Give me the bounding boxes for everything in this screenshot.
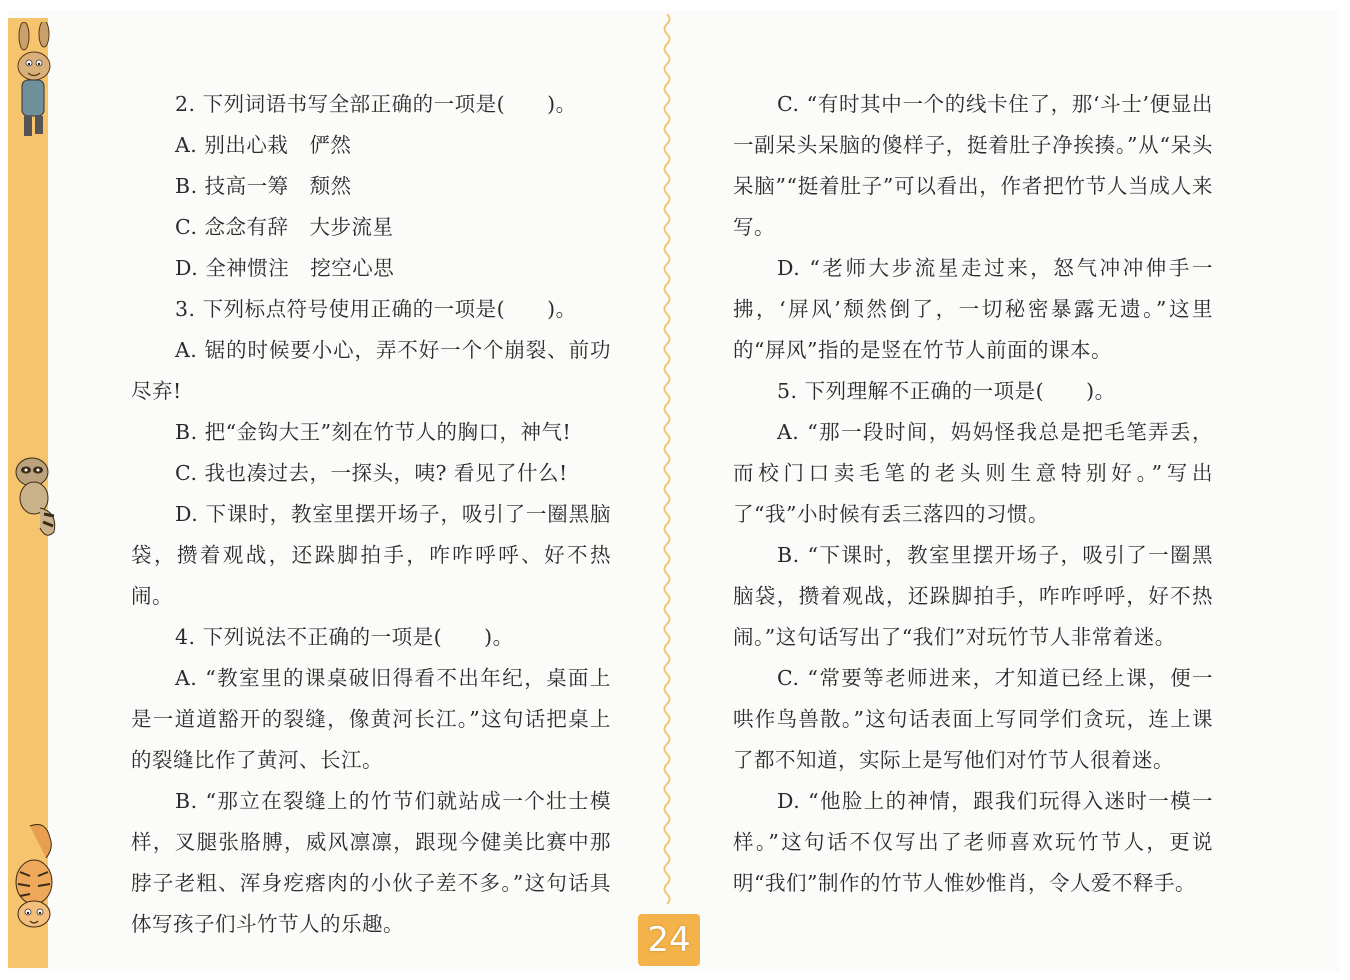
page-fold-divider — [660, 14, 674, 904]
tiger-mascot-icon — [10, 818, 62, 938]
question-4-option-b: B. “那立在裂缝上的竹节们就站成一个壮士模样，叉腿张胳膊，威风凛凛，跟现今健美比赛中那脖子老粗、浑身疙瘩肉的小伙子差不多。”这句话具体写孩子们斗竹节人的乐趣。 — [131, 789, 611, 936]
right-page-text — [733, 84, 1213, 904]
question-2-option-a: A. 别出心栽 俨然 — [175, 133, 352, 157]
question-4: 4. 下列说法不正确的一项是( )。 — [175, 625, 514, 649]
question-2: 2. 下列词语书写全部正确的一项是( )。 — [175, 92, 577, 116]
question-4-option-c: C. “有时其中一个的线卡住了，那‘斗士’便显出一副呆头呆脑的傻样子，挺着肚子净挨揍。”从“呆头呆脑”“挺着肚子”可以看出，作者把竹节人当成人来写。 — [733, 92, 1213, 239]
question-5-option-b: B. “下课时，教室里摆开场子，吸引了一圈黑脑袋，攒着观战，还跺脚拍手，咋咋呼呼，好不热闹。”这句话写出了“我们”对玩竹节人非常着迷。 — [733, 543, 1213, 649]
page-number: 24 — [638, 914, 700, 966]
question-5-option-c: C. “常要等老师进来，才知道已经上课，便一哄作鸟兽散。”这句话表面上写同学们贪玩，连上课了都不知道，实际上是写他们对竹节人很着迷。 — [733, 666, 1213, 772]
question-3-option-b: B. 把“金钩大王”刻在竹节人的胸口，神气! — [175, 420, 572, 444]
question-5-option-d: D. “他脸上的神情，跟我们玩得入迷时一模一样。”这句话不仅写出了老师喜欢玩竹节人，更说明“我们”制作的竹节人惟妙惟肖，令人爱不释手。 — [733, 789, 1213, 895]
question-3: 3. 下列标点符号使用正确的一项是( )。 — [175, 297, 577, 321]
left-page-text — [131, 84, 611, 945]
question-5-option-a: A. “那一段时间，妈妈怪我总是把毛笔弄丢，而校门口卖毛笔的老头则生意特别好。”写出了“我”小时候有丢三落四的习惯。 — [733, 420, 1213, 526]
question-5: 5. 下列理解不正确的一项是( )。 — [777, 379, 1116, 403]
question-4-option-a: A. “教室里的课桌破旧得看不出年纪，桌面上是一道道豁开的裂缝，像黄河长江。”这句话把桌上的裂缝比作了黄河、长江。 — [131, 666, 611, 772]
raccoon-mascot-icon — [10, 448, 62, 540]
question-3-option-d: D. 下课时，教室里摆开场子，吸引了一圈黑脑袋，攒着观战，还跺脚拍手，咋咋呼呼、好不热闹。 — [131, 502, 611, 608]
question-2-option-b: B. 技高一筹 颓然 — [175, 174, 352, 198]
question-3-option-a: A. 锯的时候要小心，弄不好一个个崩裂、前功尽弃! — [131, 338, 611, 403]
question-3-option-c: C. 我也凑过去，一探头，咦? 看见了什么! — [175, 461, 568, 485]
question-4-option-d: D. “老师大步流星走过来，怒气冲冲伸手一拂，‘屏风’颓然倒了，一切秘密暴露无遗。”这里的“屏风”指的是竖在竹节人前面的课本。 — [733, 256, 1213, 362]
question-2-option-c: C. 念念有辞 大步流星 — [175, 215, 394, 239]
rabbit-mascot-icon — [10, 22, 62, 142]
question-2-option-d: D. 全神惯注 挖空心思 — [175, 256, 395, 280]
